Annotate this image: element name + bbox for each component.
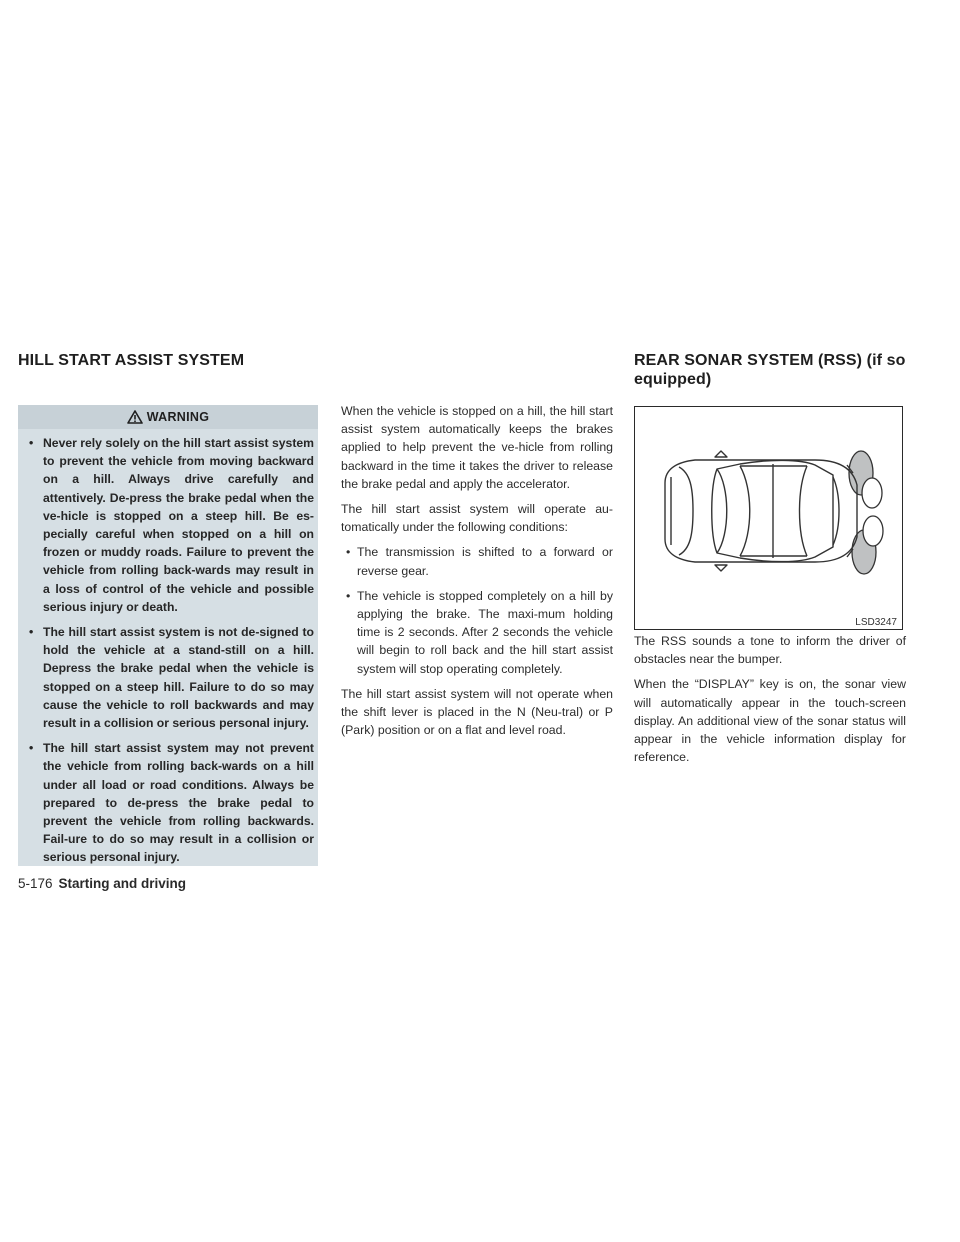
warning-item-text: The hill start assist system may not prevent the vehicle from rolling back-wards on a hill under all load or road conditions. Always be prepared to de-press the brake pedal to prevent the vehicle from rolling backwards. Fail-ure to do so may result in a collision or serious personal injury. [43,741,314,865]
warning-item [18,434,314,616]
warning-triangle-icon [127,410,143,424]
warning-header [18,405,318,429]
condition-text: The vehicle is stopped completely on a hill by applying the brake. The maxi-mum holding time is 2 seconds. After 2 seconds the vehicle will begin to roll back and the hill start assist system will stop operating completely. [357,588,613,676]
section-heading-rear-sonar: REAR SONAR SYSTEM (RSS) (if so equipped) [634,352,906,388]
rear-sonar-figure [634,406,903,630]
rear-sonar-body [634,632,906,773]
bullet: • [346,588,351,603]
bullet: • [346,545,351,560]
paragraph: The hill start assist system will not operate when the shift lever is placed in the N (Neu-tral) or P (Park) position or on a flat and level road. [341,686,613,738]
condition-item [341,543,613,579]
paragraph: The RSS sounds a tone to inform the driver of obstacles near the bumper. [634,634,906,667]
warning-item-text: The hill start assist system is not de-signed to hold the vehicle at a stand-still on a hill. Depress the brake pedal when the vehicle is stopped on a steep hill. Failure to do so may cause the vehicle to roll backwards and may result in a collision or serious personal injury. [43,625,314,731]
page-number: 5-176 [18,876,53,891]
bullet: • [29,741,34,756]
warning-item [18,739,314,866]
bullet: • [29,436,34,450]
condition-text: The transmission is shifted to a forward or reverse gear. [357,545,613,578]
car-top-view-illustration [635,407,901,628]
warning-box [18,405,318,866]
page-footer [18,876,186,891]
paragraph: The hill start assist system will operate au-tomatically under the following conditions: [341,502,613,535]
warning-item [18,623,314,732]
condition-item [341,587,613,678]
section-heading-hill-start: HILL START ASSIST SYSTEM [18,352,245,369]
section-name: Starting and driving [58,876,187,891]
paragraph: When the “DISPLAY” key is on, the sonar view will automatically appear in the touch-screen display. An additional view of the sonar status will appear in the vehicle information display for reference. [634,677,906,765]
warning-list [18,429,318,867]
paragraph: When the vehicle is stopped on a hill, the hill start assist system automatically keeps the brakes applied to help prevent the ve-hicle from rolling backward in the time it takes the driver to release the brake pedal and apply the accelerator. [341,404,613,491]
figure-code: LSD3247 [855,617,897,628]
bullet: • [29,625,34,640]
hill-start-body [341,402,613,746]
warning-title: WARNING [146,410,210,424]
warning-item-text: Never rely solely on the hill start assist system to prevent the vehicle from moving backward on a hill. Always drive carefully and attentively. De-press the brake pedal when the ve-hicle is stopped on a steep hill. Be es-pecially careful when stopped on a hill on frozen or muddy roads. Failure to prevent the vehicle from rolling back-wards may result in a loss of control of the vehicle and possible serious injury or death. [43,436,314,614]
